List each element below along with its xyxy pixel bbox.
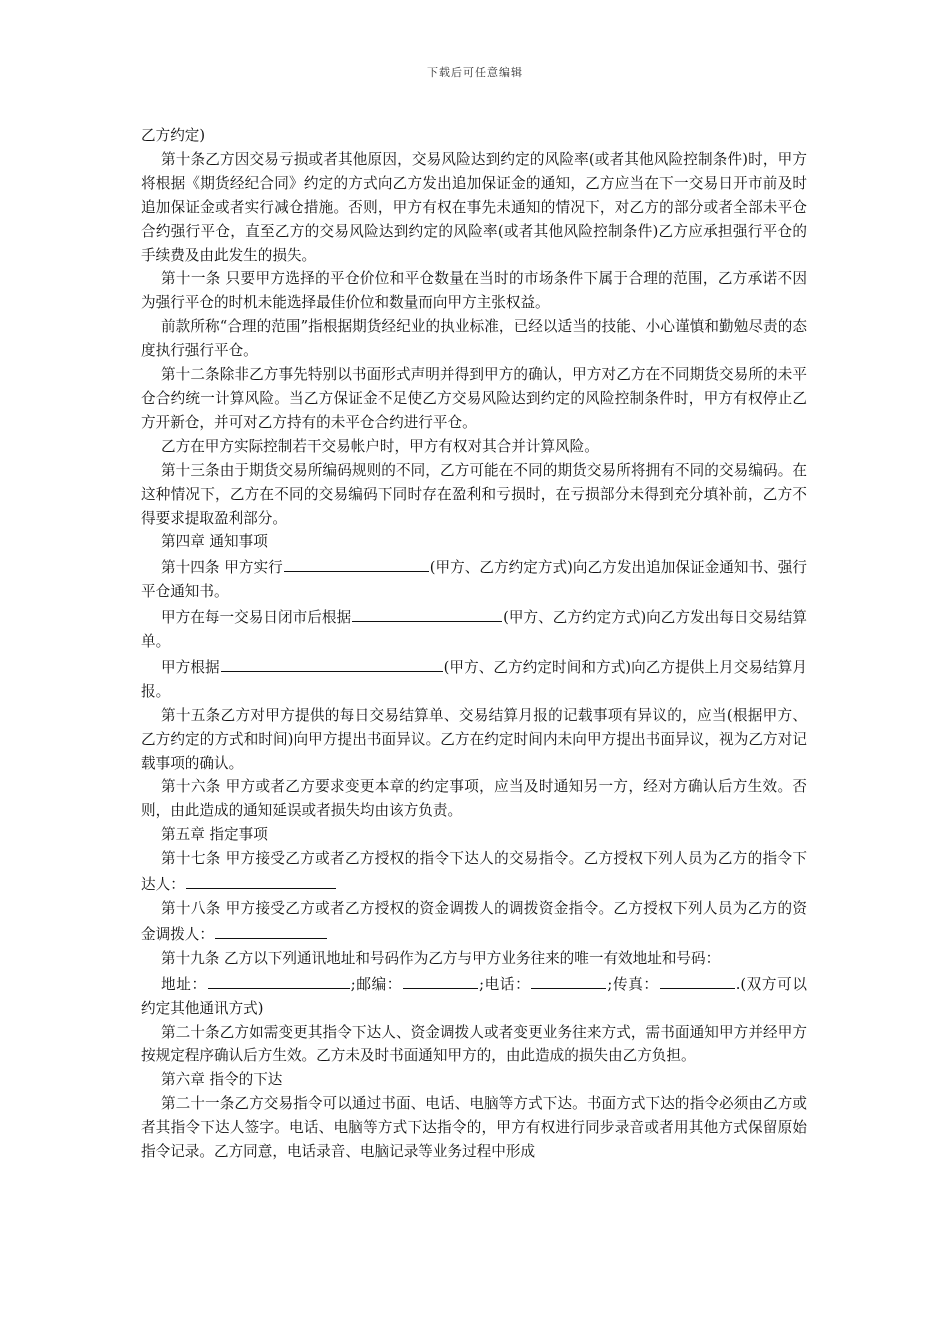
chapter-4-heading: 第四章 通知事项 <box>161 533 268 551</box>
article-14 <box>141 554 807 604</box>
paragraph-monthly-report <box>141 654 807 704</box>
article-11: 第十一条 只要甲方选择的平仓价位和平仓数量在当时的市场条件下属于合理的范围，乙方承诺不因为强行平仓的时机未能选择最佳价位和数量而向甲方主张权益。 <box>141 270 807 312</box>
article-16: 第十六条 甲方或者乙方要求变更本章的约定事项，应当及时通知另一方，经对方确认后方生效。否则，由此造成的通知延误或者损失均由该方负责。 <box>141 778 807 820</box>
text-segment: (甲方、乙方约定时间和方式)向乙方提供上月交易结算月报。 <box>141 658 807 700</box>
text-segment: (甲方、乙方约定方式)向乙方发出追加保证金通知书、强行平仓通知书。 <box>141 559 808 601</box>
article-13: 第十三条由于期货交易所编码规则的不同，乙方可能在不同的期货交易所将拥有不同的交易编码。在这种情况下，乙方在不同的交易编码下同时存在盈利和亏损时，在亏损部分未得到充分填补前，乙方不得要求提取盈利部分。 <box>141 461 807 527</box>
document-body <box>141 124 807 1164</box>
blank-line <box>215 921 327 939</box>
text-segment: 甲方在每一交易日闭市后根据 <box>161 609 352 627</box>
text-segment: 第十七条 甲方接受乙方或者乙方授权的指令下达人的交易指令。乙方授权下列人员为乙方的指令下达人： <box>141 850 807 894</box>
postcode-label: ;邮编： <box>350 975 403 993</box>
address-label: 地址： <box>161 975 207 993</box>
blank-line <box>403 971 478 989</box>
blank-line <box>186 871 336 889</box>
article-20: 第二十条乙方如需变更其指令下达人、资金调拨人或者变更业务往来方式，需书面通知甲方并经甲方按规定程序确认后方生效。乙方未及时书面通知甲方的，由此造成的损失由乙方负担。 <box>141 1023 807 1065</box>
article-21: 第二十一条乙方交易指令可以通过书面、电话、电脑等方式下达。书面方式下达的指令必须由乙方或者其指令下达人签字。电话、电脑等方式下达指令的，甲方有权进行同步录音或者用其他方式保留原始指令记录。乙方同意，电话录音、电脑记录等业务过程中形成 <box>141 1095 807 1161</box>
article-15: 第十五条乙方对甲方提供的每日交易结算单、交易结算月报的记载事项有异议的，应当(根据甲方、乙方约定的方式和时间)向甲方提出书面异议。乙方在约定时间内未向甲方提出书面异议，视为乙方对记载事项的确认。 <box>141 706 807 772</box>
article-19: 第十九条 乙方以下列通讯地址和号码作为乙方与甲方业务往来的唯一有效地址和号码： <box>161 949 721 967</box>
text-segment: .(双方可以约定其他通讯方式) <box>141 975 808 1017</box>
blank-line <box>221 654 443 672</box>
blank-line <box>352 604 502 622</box>
text-segment: 第十四条 甲方实行 <box>161 559 283 577</box>
article-10: 第十条乙方因交易亏损或者其他原因，交易风险达到约定的风险率(或者其他风险控制条件)时，甲方将根据《期货经纪合同》约定的方式向乙方发出追加保证金的通知，乙方应当在下一交易日开市前及时追加保证金或者实行减仓措施。否则，甲方有权在事先未通知的情况下，对乙方的部分或者全部未平仓合约强行平仓，直至乙方的交易风险达到约定的风险率(或者其他风险控制条件)乙方应承担强行平仓的手续费及由此发生的损失。 <box>141 150 807 264</box>
text-segment: 第十八条 甲方接受乙方或者乙方授权的资金调拨人的调拨资金指令。乙方授权下列人员为乙方的资金调拨人： <box>141 900 807 943</box>
paragraph: 乙方约定) <box>141 127 206 144</box>
address-line <box>141 971 807 1021</box>
paragraph-reasonable-range: 前款所称“合理的范围”指根据期货经纪业的执业标准，已经以适当的技能、小心谨慎和勤勉尽责的态度执行强行平仓。 <box>141 318 807 360</box>
text-segment: 甲方根据 <box>161 658 220 676</box>
paragraph-daily-settlement <box>141 604 807 654</box>
blank-line <box>660 971 735 989</box>
chapter-6-heading: 第六章 指令的下达 <box>161 1071 283 1089</box>
blank-line <box>208 971 350 989</box>
blank-line <box>531 971 606 989</box>
chapter-5-heading: 第五章 指定事项 <box>161 826 268 844</box>
blank-line <box>284 554 429 572</box>
phone-label: ;电话： <box>479 975 531 993</box>
fax-label: ;传真： <box>607 975 659 993</box>
article-18 <box>141 897 807 947</box>
text-segment: (甲方、乙方约定方式)向乙方发出每日交易结算单。 <box>141 609 807 651</box>
paragraph-combined-risk: 乙方在甲方实际控制若干交易帐户时，甲方有权对其合并计算风险。 <box>161 437 599 455</box>
article-12: 第十二条除非乙方事先特别以书面形式声明并得到甲方的确认，甲方对乙方在不同期货交易所的未平仓合约统一计算风险。当乙方保证金不足使乙方交易风险达到约定的风险控制条件时，甲方有权停止乙方开新仓，并可对乙方持有的未平仓合约进行平仓。 <box>141 366 807 431</box>
page-header: 下载后可任意编辑 <box>427 66 523 79</box>
article-17 <box>141 847 807 897</box>
